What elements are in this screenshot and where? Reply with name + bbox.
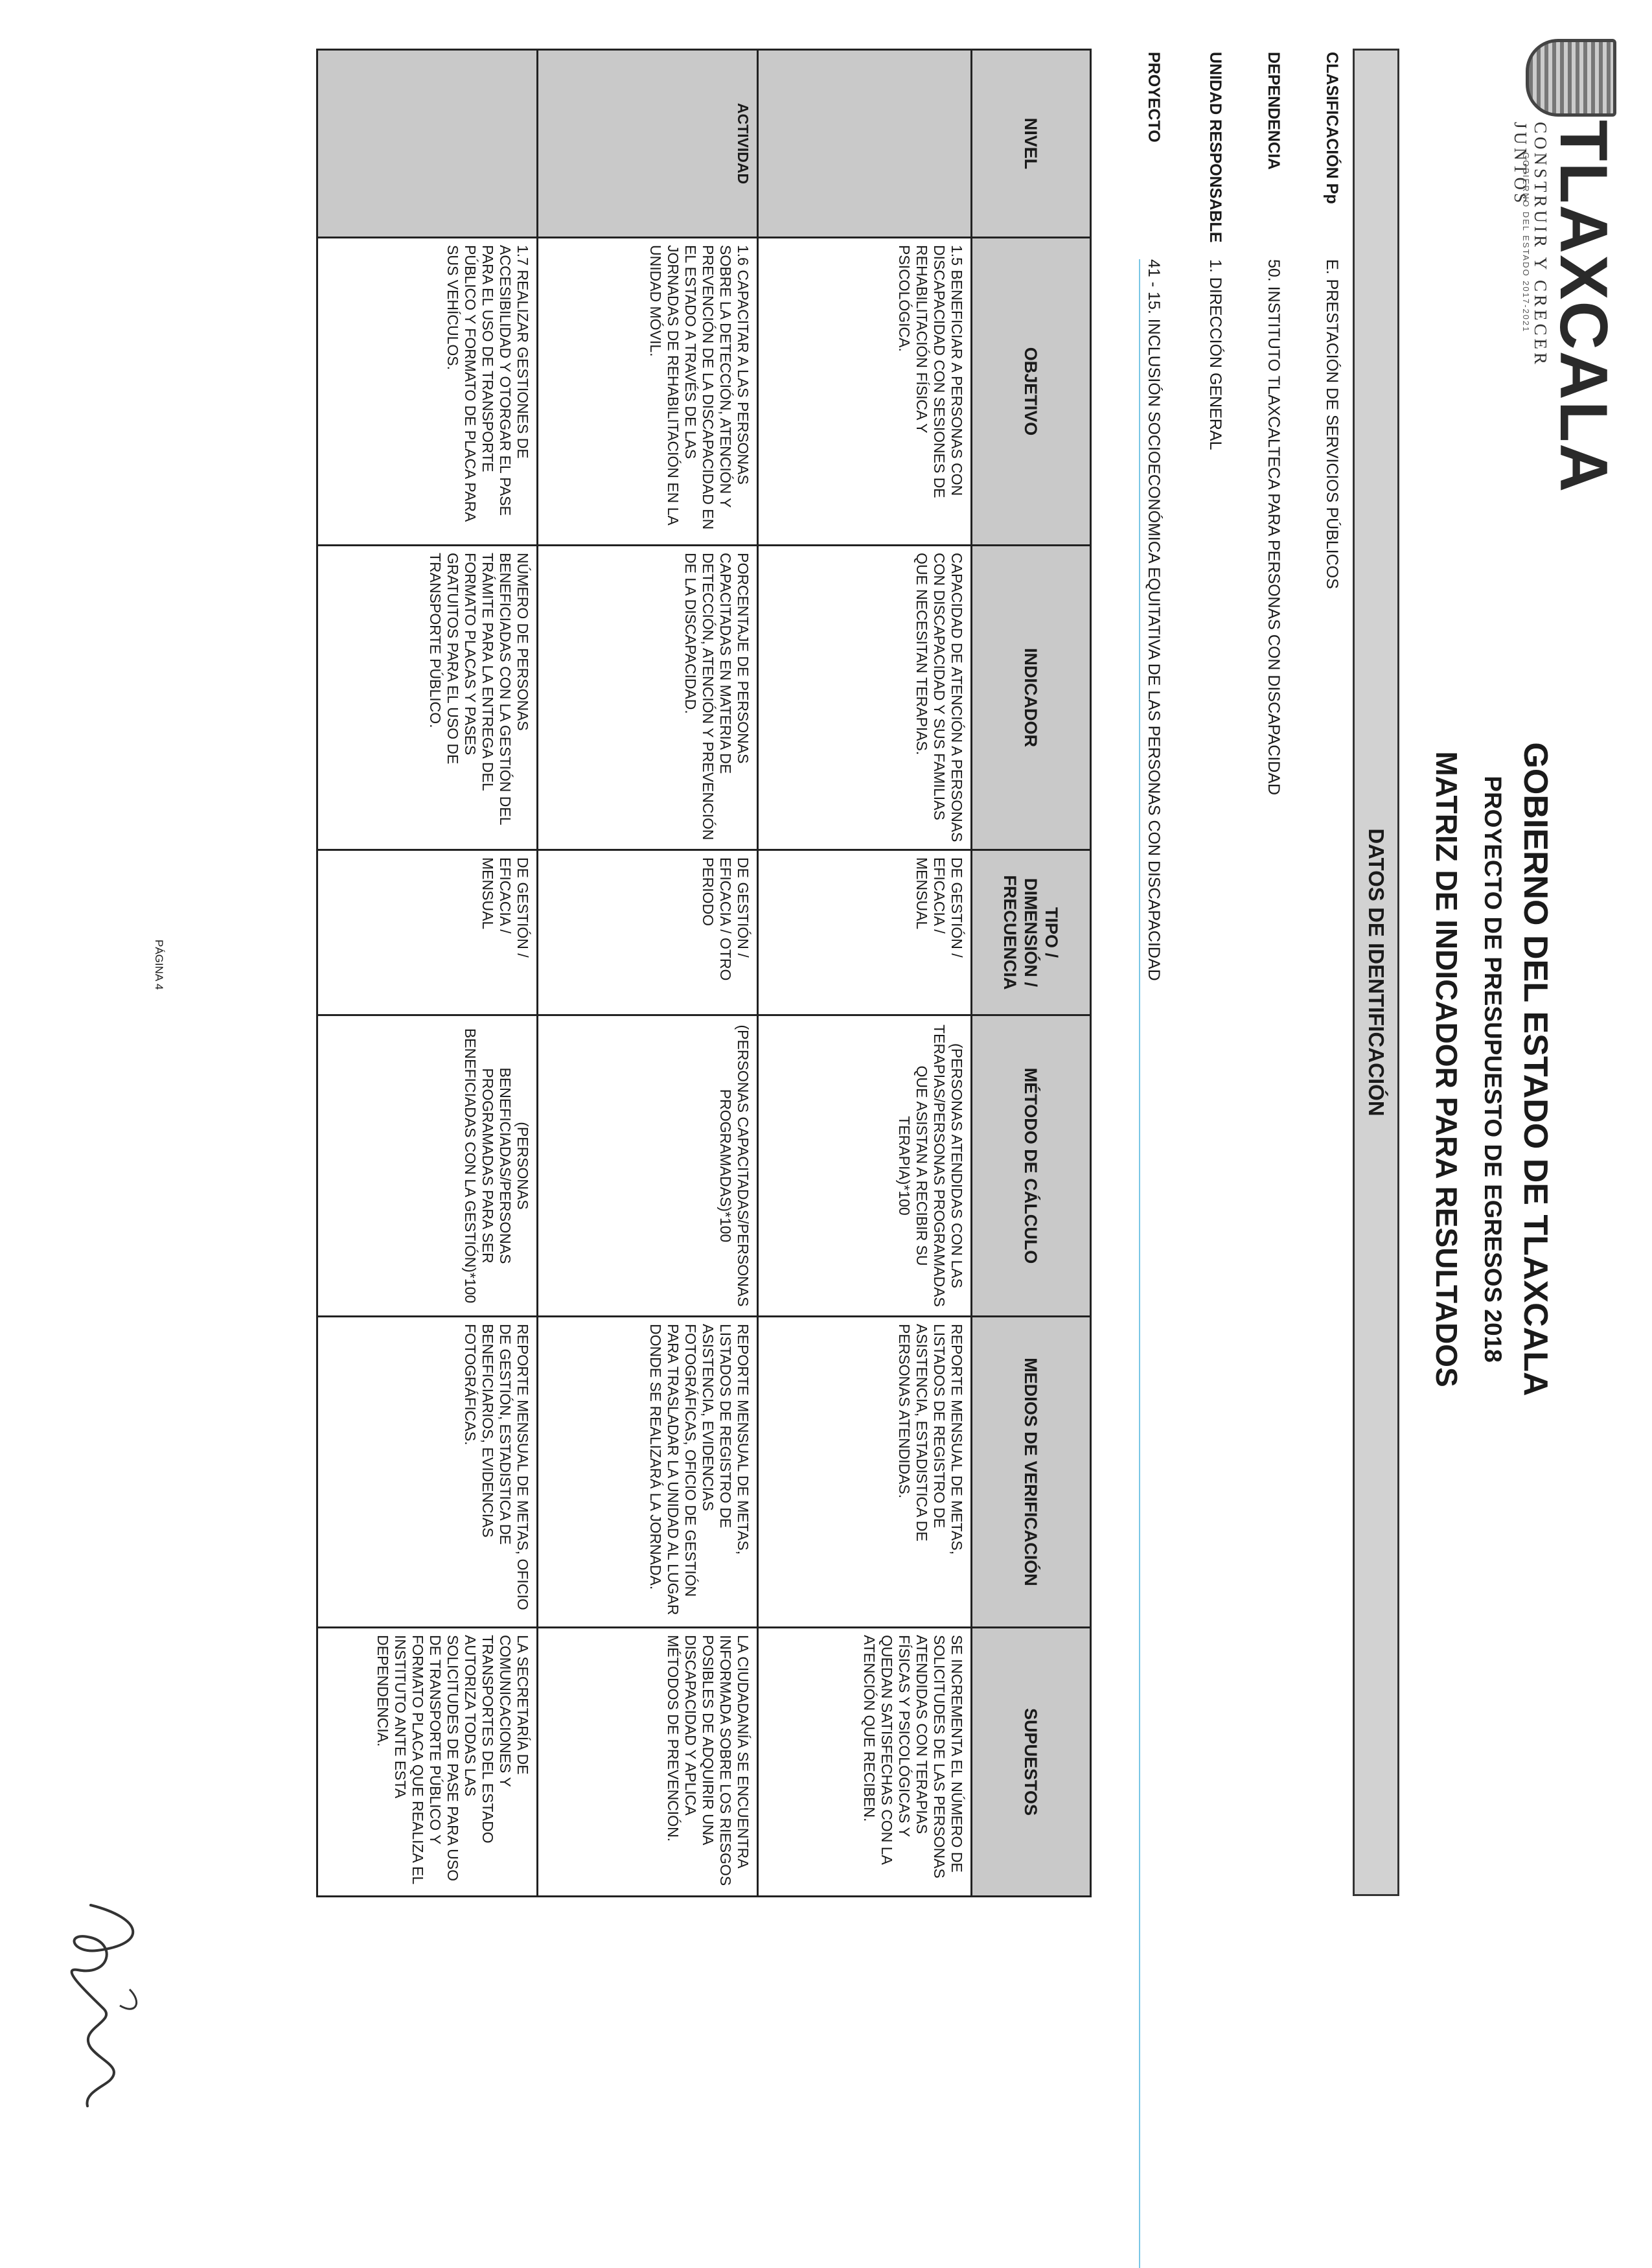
info-label: PROYECTO [1145, 52, 1163, 143]
medios-cell: REPORTE MENSUAL DE METAS, LISTADOS DE REGISTRO DE ASISTENCIA, ESTADISTICA DE PERSONAS ATENDIDAS. [758, 1317, 972, 1628]
info-value: 1. DIRECCIÓN GENERAL [1206, 259, 1224, 450]
nivel-blank [758, 50, 972, 238]
metodo-cell: (PERSONAS CAPACITADAS/PERSONAS PROGRAMADAS)*100 [538, 1015, 758, 1317]
table-row [317, 50, 538, 1897]
indicator-matrix-table [316, 49, 1092, 1897]
highlight-line [1139, 259, 1140, 2268]
indicador-cell: CAPACIDAD DE ATENCIÓN A PERSONAS CON DISCAPACIDAD Y SUS FAMILIAS QUE NECESITAN TERAPIAS. [758, 546, 972, 850]
supuestos-cell: SE INCREMENTA EL NÚMERO DE SOLICITUDES DE LAS PERSONAS ATENDIDAS CON TERAPIAS FÍSICAS Y PSICOLÓGICAS Y QUEDAN SATISFECHAS CON LA ATENCIÓN QUE RECIBEN. [758, 1628, 972, 1897]
info-value: 50. INSTITUTO TLAXCALTECA PARA PERSONAS CON DISCAPACIDAD [1265, 259, 1283, 796]
section-header: DATOS DE IDENTIFICACIÓN [1353, 49, 1399, 1896]
coat-of-arms-icon [1526, 39, 1616, 117]
tipo-cell: DE GESTIÓN / EFICACIA / MENSUAL [758, 850, 972, 1015]
header-nivel: NIVEL [972, 50, 1091, 238]
tlaxcala-logo [1511, 39, 1621, 494]
info-label: CLASIFICACIÓN Pp [1323, 52, 1341, 204]
header-indicador: INDICADOR [972, 546, 1091, 850]
supuestos-cell: LA CIUDADANÍA SE ENCUENTRA INFORMADA SOBRE LOS RIESGOS POSIBLES DE ADQUIRIR UNA DISCAPACIDAD Y APLICA MÉTODOS DE PREVENCIÓN. [538, 1628, 758, 1897]
table-row [538, 50, 758, 1897]
info-label: DEPENDENCIA [1265, 52, 1283, 170]
metodo-cell: (PERSONAS ATENDIDAS CON LAS TERAPIAS/PERSONAS PROGRAMADAS QUE ASISTAN A RECIBIR SU TERAPIA)*100 [758, 1015, 972, 1317]
table-header-row [972, 50, 1091, 1897]
tipo-cell: DE GESTIÓN / EFICACIA / OTRO PERIODO [538, 850, 758, 1015]
header-medios: MEDIOS DE VERIFICACIÓN [972, 1317, 1091, 1628]
objetivo-cell: 1.5 BENEFICIAR A PERSONAS CON DISCAPACIDAD CON SESIONES DE REHABILITACIÓN FÍSICA Y PSICOLÓGICA. [758, 238, 972, 546]
page-subtitle: PROYECTO DE PRESUPUESTO DE EGRESOS 2018 [1480, 776, 1506, 1363]
objetivo-cell: 1.7 REALIZAR GESTIONES DE ACCESIBILIDAD Y OTORGAR EL PASE PARA EL USO DE TRANSPORTE PÚBLICO Y FORMATO DE PLACA PARA SUS VEHÍCULOS. [317, 238, 538, 546]
info-label: UNIDAD RESPONSABLE [1206, 52, 1224, 243]
supuestos-cell: LA SECRETARÍA DE COMUNICACIONES Y TRANSPORTES DEL ESTADO AUTORIZA TODAS LAS SOLICITUDES DE PASE PARA USO DE TRANSPORTE PÚBLICO Y FORMATO PLACA QUE REALIZA EL INSTITUTO ANTE ESTA DEPENDENCIA. [317, 1628, 538, 1897]
logo-sub: GOBIERNO DEL ESTADO 2017-2021 [1521, 152, 1531, 333]
indicador-cell: PORCENTAJE DE PERSONAS CAPACITADAS EN MATERIA DE DETECCIÓN, ATENCIÓN Y PREVENCIÓN DE LA DISCAPACIDAD. [538, 546, 758, 850]
header-objetivo: OBJETIVO [972, 238, 1091, 546]
logo-word: TLAXCALA [1546, 120, 1621, 494]
info-value: E. PRESTACIÓN DE SERVICIOS PÚBLICOS [1323, 259, 1341, 589]
matrix-title: MATRIZ DE INDICADOR PARA RESULTADOS [1430, 751, 1463, 1387]
objetivo-cell: 1.6 CAPACITAR A LAS PERSONAS SOBRE LA DETECCIÓN, ATENCIÓN Y PREVENCIÓN DE LA DISCAPACIDAD EN EL ESTADO A TRAVÉS DE LAS JORNADAS DE REHABILITACIÓN EN LA UNIDAD MÓVIL. [538, 238, 758, 546]
nivel-blank [317, 50, 538, 238]
info-value: 41 - 15. INCLUSIÓN SOCIOECONÓMICA EQUITATIVA DE LAS PERSONAS CON DISCAPACIDAD [1145, 259, 1163, 981]
header-supuestos: SUPUESTOS [972, 1628, 1091, 1897]
logo-tagline: CONSTRUIR Y CRECER JUNTOS [1511, 122, 1550, 368]
header-tipo: TIPO / DIMENSIÓN / FRECUENCIA [972, 850, 1091, 1015]
header-metodo: MÉTODO DE CÁLCULO [972, 1015, 1091, 1317]
page-title: GOBIERNO DEL ESTADO DE TLAXCALA [1517, 742, 1554, 1396]
nivel-cell: ACTIVIDAD [538, 50, 758, 238]
tipo-cell: DE GESTIÓN / EFICACIA / MENSUAL [317, 850, 538, 1015]
page-number: PÁGINA 4 [153, 940, 165, 990]
medios-cell: REPORTE MENSUAL DE METAS, OFICIO DE GESTIÓN, ESTADISTICA DE BENEFICIARIOS, EVIDENCIAS FOTOGRÁFICAS. [317, 1317, 538, 1628]
signature-icon [39, 1892, 168, 2112]
table-row [758, 50, 972, 1897]
medios-cell: REPORTE MENSUAL DE METAS, LISTADOS DE REGISTRO DE ASISTENCIA, EVIDENCIAS FOTOGRÁFICAS, OFICIO DE GESTIÓN PARA TRASLADAR LA UNIDAD AL LUGAR DONDE SE REALIZARÁ LA JORNADA. [538, 1317, 758, 1628]
metodo-cell: (PERSONAS BENEFICIADAS/PERSONAS PROGRAMADAS PARA SER BENEFICIADAS CON LA GESTIÓN)*100 [317, 1015, 538, 1317]
indicador-cell: NÚMERO DE PERSONAS BENEFICIADAS CON LA GESTIÓN DEL TRÁMITE PARA LA ENTREGA DEL FORMATO PLACAS Y PASES GRATUITOS PARA EL USO DE TRANSPORTE PÚBLICO. [317, 546, 538, 850]
